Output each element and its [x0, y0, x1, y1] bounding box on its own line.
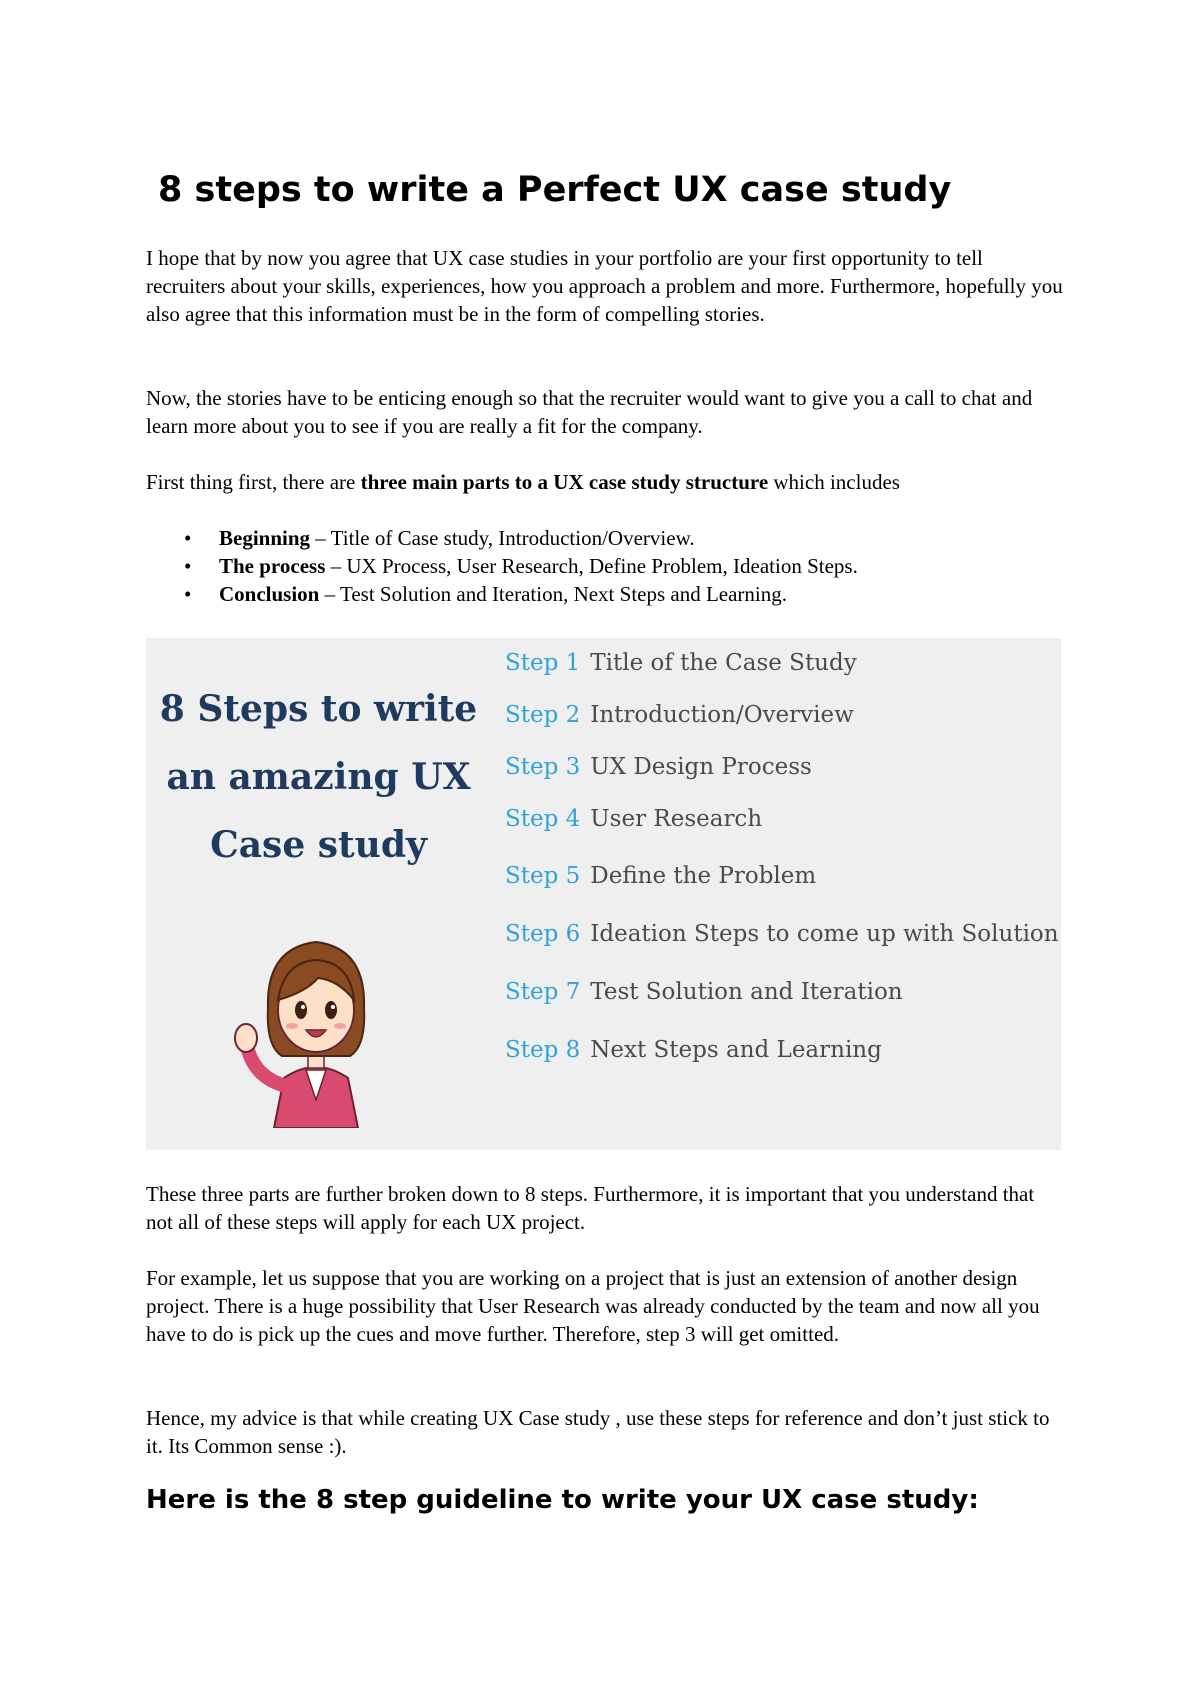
step-label: Step 5: [505, 863, 581, 889]
step-label: Step 8: [505, 1037, 581, 1063]
step-label: Step 7: [505, 979, 581, 1005]
parts-list: [146, 524, 1066, 608]
infographic-heading-line-1: 8 Steps to write: [159, 688, 478, 730]
step-item: [505, 754, 812, 780]
step-label: Step 4: [505, 806, 581, 832]
step-item: [505, 921, 1059, 947]
woman-waving-illustration: [226, 928, 406, 1128]
step-item: [505, 650, 857, 676]
step-item: [505, 1037, 882, 1063]
step-label: Step 1: [505, 650, 581, 676]
section-subheading: Here is the 8 step guideline to write your UX case study:: [146, 1485, 979, 1515]
body-paragraph-1: These three parts are further broken down to 8 steps. Furthermore, it is important that you understand that not all of these steps will apply for each UX project.: [146, 1182, 1035, 1234]
step-text: Introduction/Overview: [590, 702, 854, 728]
list-item-bold: Beginning: [219, 526, 311, 550]
bullet-icon: •: [184, 526, 192, 550]
list-item-bold: The process: [219, 554, 326, 578]
intro-p3-end: which includes: [768, 470, 900, 494]
intro-paragraph-1: I hope that by now you agree that UX case studies in your portfolio are your first opportunity to tell recruiters about your skills, experiences, how you approach a problem and more. Furthermore, hopefully you also agree that this information must be in the form of compelling stories.: [146, 246, 1063, 326]
step-item: [505, 863, 816, 889]
steps-list: [505, 638, 1059, 1150]
list-item: [146, 552, 1066, 580]
step-label: Step 3: [505, 754, 581, 780]
step-label: Step 6: [505, 921, 581, 947]
intro-p3-text: First thing first, there are: [146, 470, 361, 494]
step-text: Title of the Case Study: [590, 650, 857, 676]
list-item-bold: Conclusion: [219, 582, 320, 606]
step-text: User Research: [590, 806, 763, 832]
bullet-icon: •: [184, 582, 192, 606]
step-label: Step 2: [505, 702, 581, 728]
step-text: UX Design Process: [590, 754, 812, 780]
intro-paragraph-2: Now, the stories have to be enticing enough so that the recruiter would want to give you a call to chat and learn more about you to see if you are really a fit for the company.: [146, 386, 1033, 438]
list-item-text: – UX Process, User Research, Define Problem, Ideation Steps.: [325, 554, 858, 578]
list-item: [146, 524, 1066, 552]
step-text: Test Solution and Iteration: [590, 979, 903, 1005]
list-item: [146, 580, 1066, 608]
body-paragraph-3: Hence, my advice is that while creating UX Case study , use these steps for reference and don’t just stick to it. Its Common sense :).: [146, 1406, 1050, 1458]
page-title: 8 steps to write a Perfect UX case study: [158, 170, 952, 210]
body-paragraph-2: For example, let us suppose that you are working on a project that is just an extension of another design project. There is a huge possibility that User Research was already conducted by the team and now all you have to do is pick up the cues and move further. Therefore, step 3 will get omitted.: [146, 1266, 1040, 1346]
intro-paragraph-3: [146, 468, 1066, 496]
step-text: Ideation Steps to come up with Solution: [590, 921, 1059, 947]
step-text: Next Steps and Learning: [590, 1037, 882, 1063]
intro-p3-bold: three main parts to a UX case study structure: [360, 470, 769, 494]
list-item-text: – Title of Case study, Introduction/Overview.: [310, 526, 695, 550]
list-item-text: – Test Solution and Iteration, Next Steps and Learning.: [319, 582, 788, 606]
step-item: [505, 806, 762, 832]
bullet-icon: •: [184, 554, 192, 578]
step-item: [505, 979, 903, 1005]
step-text: Define the Problem: [590, 863, 817, 889]
step-item: [505, 702, 854, 728]
infographic-heading-line-2: an amazing UX: [166, 756, 471, 798]
infographic-heading-line-3: Case study: [210, 824, 427, 866]
steps-infographic: [146, 638, 1061, 1150]
